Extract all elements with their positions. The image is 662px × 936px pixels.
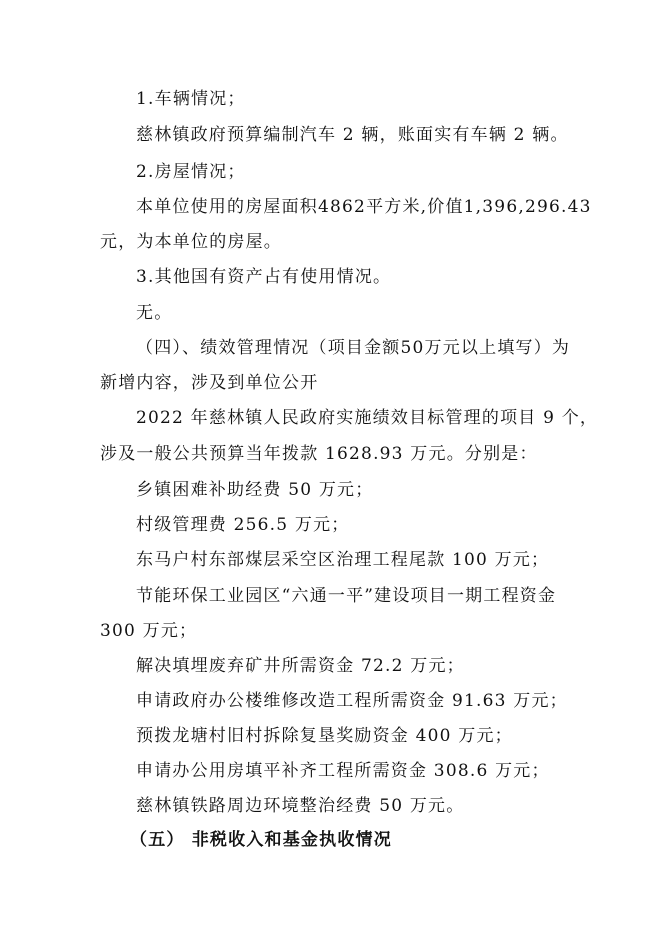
- project-item-6: 申请政府办公楼维修改造工程所需资金 91.63 万元；: [136, 691, 568, 711]
- performance-summary-line-1: 2022 年慈林镇人民政府实施绩效目标管理的项目 9 个，: [136, 408, 599, 428]
- vehicle-heading: 1.车辆情况；: [136, 89, 246, 109]
- project-item-4-line-1: 节能环保工业园区“六通一平”建设项目一期工程资金: [136, 586, 557, 606]
- housing-heading: 2.房屋情况；: [136, 162, 246, 182]
- vehicle-detail: 慈林镇政府预算编制汽车 2 辆，账面实有车辆 2 辆。: [136, 125, 569, 145]
- project-item-8: 申请办公用房填平补齐工程所需资金 308.6 万元；: [136, 761, 550, 781]
- other-assets-heading: 3.其他国有资产占有使用情况。: [136, 267, 392, 287]
- project-item-4-line-2: 300 万元；: [100, 621, 198, 641]
- project-item-5: 解决填埋废弃矿井所需资金 72.2 万元；: [136, 656, 465, 676]
- housing-detail-line-2: 元，为本单位的房屋。: [100, 232, 282, 252]
- performance-heading-line-1: （四）、绩效管理情况（项目金额50万元以上填写）为: [136, 338, 571, 358]
- project-item-1: 乡镇困难补助经费 50 万元；: [136, 480, 374, 500]
- performance-heading-line-2: 新增内容，涉及到单位公开: [100, 373, 319, 393]
- housing-detail-line-1: 本单位使用的房屋面积4862平方米,价值1,396,296.43: [136, 197, 592, 217]
- performance-summary-line-2: 涉及一般公共预算当年拨款 1628.93 万元。分别是：: [100, 444, 538, 464]
- project-item-3: 东马户村东部煤层采空区治理工程尾款 100 万元；: [136, 550, 550, 570]
- project-item-2: 村级管理费 256.5 万元；: [136, 515, 350, 535]
- other-assets-detail: 无。: [136, 303, 173, 323]
- project-item-7: 预拨龙塘村旧村拆除复垦奖励资金 400 万元；: [136, 726, 513, 746]
- non-tax-revenue-heading: （五） 非税收入和基金执收情况: [130, 830, 392, 850]
- project-item-9: 慈林镇铁路周边环境整治经费 50 万元。: [136, 796, 465, 816]
